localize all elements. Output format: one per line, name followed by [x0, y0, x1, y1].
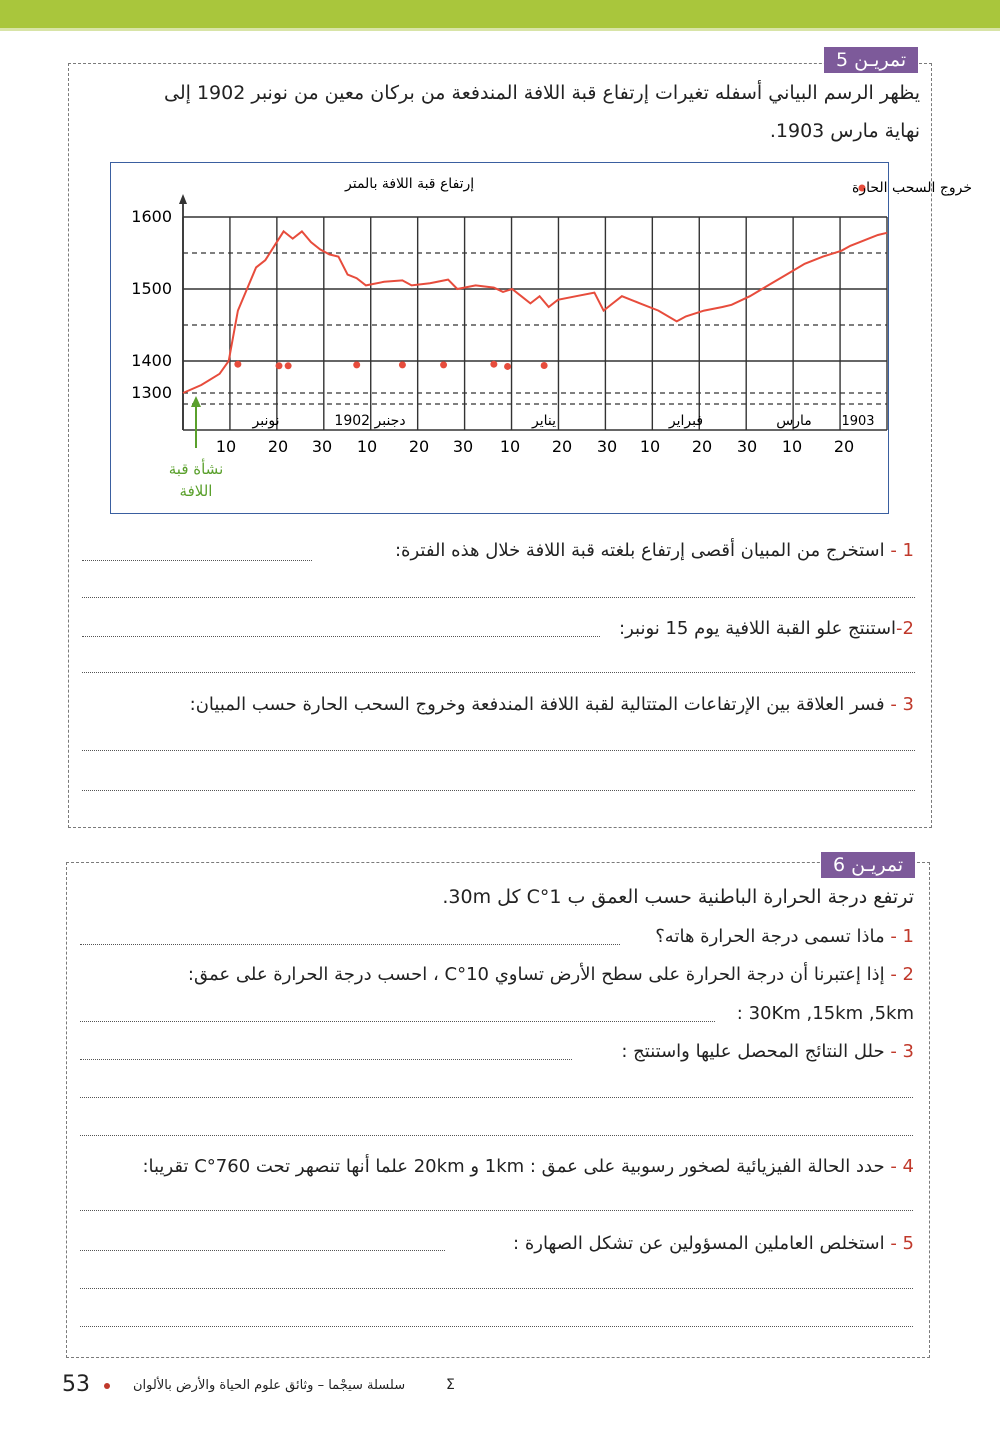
answer-line[interactable] [80, 1288, 913, 1289]
answer-line[interactable] [80, 944, 620, 945]
exercise5-question-3 [190, 694, 914, 715]
hot-cloud-event-dot [504, 363, 511, 370]
exercise6-tag: تمريـن 6 [821, 852, 915, 878]
x-month-label: دجنبر 1902 [334, 413, 406, 429]
footer-dot [104, 1383, 110, 1389]
answer-line[interactable] [80, 1326, 913, 1327]
origin-arrow-icon [191, 396, 201, 407]
exercise6-question-2-text: إذا إعتبرنا أن درجة الحرارة على سطح الأرض تساوي 10°C ، احسب درجة الحرارة على عمق: [187, 964, 891, 985]
exercise6-question-1-text: ماذا تسمى درجة الحرارة هاته؟ [655, 926, 891, 947]
exercise5-question-3-number: 3 - [890, 694, 914, 715]
hot-cloud-event-dot [276, 362, 283, 369]
answer-line[interactable] [80, 1210, 913, 1211]
exercise6-question-4-text: حلل النتائج المحصل عليها واستنتج : [621, 1041, 891, 1062]
exercise6-question-6-text: استخلص العاملين المسؤولين عن تشكل الصهارة : [513, 1233, 891, 1254]
answer-line[interactable] [82, 597, 915, 598]
answer-line[interactable] [80, 1021, 715, 1022]
x-day-tick-label: 10 [215, 437, 237, 456]
x-day-tick-label: 20 [408, 437, 430, 456]
answer-line[interactable] [82, 750, 915, 751]
x-day-tick-label: 30 [736, 437, 758, 456]
x-day-tick-label: 30 [311, 437, 333, 456]
answer-line[interactable] [80, 1250, 445, 1251]
hot-cloud-event-dot [285, 362, 292, 369]
x-day-tick-label: 20 [691, 437, 713, 456]
x-day-tick-label: 10 [499, 437, 521, 456]
exercise5-question-2 [619, 618, 914, 639]
exercise6-question-1 [655, 926, 914, 947]
x-month-label: مارس [776, 413, 812, 429]
x-day-tick-label: 20 [267, 437, 289, 456]
hot-cloud-event-dot [490, 361, 497, 368]
hot-cloud-event-dot [541, 362, 548, 369]
exercise6-question-3-text: 30Km ,15km ,5km : [736, 1003, 914, 1024]
exercise6-question-1-number: 1 - [890, 926, 914, 947]
sigma-icon: Σ [446, 1377, 455, 1393]
exercise6-question-4-number: 3 - [890, 1041, 914, 1062]
y-tick-label: 1500 [131, 279, 172, 298]
x-month-label: يناير [531, 413, 557, 429]
exercise6-intro: ترتفع درجة الحرارة الباطنية حسب العمق ب 1°C كل 30m. [442, 886, 914, 908]
x-month-label: نونبر [252, 413, 280, 429]
hot-cloud-event-dot [353, 361, 360, 368]
y-tick-label: 1400 [131, 351, 172, 370]
hot-cloud-event-dot [399, 361, 406, 368]
y-axis-arrow-icon [179, 194, 187, 204]
exercise6-question-5-text: حدد الحالة الفيزيائية لصخور رسوبية على عمق : 1km و 20km علما أنها تنصهر تحت 760°C تقريبا: [142, 1156, 891, 1177]
exercise5-question-1 [395, 540, 914, 561]
x-month-label: 1903 [841, 414, 875, 429]
answer-line[interactable] [80, 1097, 913, 1098]
answer-line[interactable] [82, 672, 915, 673]
answer-line[interactable] [80, 1135, 913, 1136]
y-tick-label: 1300 [131, 383, 172, 402]
answer-line[interactable] [82, 636, 600, 637]
y-tick-label: 1600 [131, 207, 172, 226]
exercise6-question-2-number: 2 - [890, 964, 914, 985]
exercise5-intro-line1: يظهر الرسم البياني أسفله تغيرات إرتفاع قبة اللافة المندفعة من بركان معين من نونبر 1902 إلى [163, 82, 920, 104]
exercise6-question-4 [621, 1041, 914, 1062]
page-number: 53 [62, 1372, 90, 1397]
hot-cloud-event-dot [234, 361, 241, 368]
x-month-label: فبراير [668, 413, 704, 429]
origin-label-2: اللافة [179, 482, 213, 500]
exercise6-question-2 [188, 964, 914, 985]
answer-line[interactable] [82, 790, 915, 791]
exercise5-question-1-number: 1 - [890, 540, 914, 561]
x-day-tick-label: 30 [596, 437, 618, 456]
x-day-tick-label: 20 [833, 437, 855, 456]
footer-series-name: سلسلة سيجْما – وثائق علوم الحياة والأرض بالألوان [133, 1378, 406, 1393]
answer-line[interactable] [80, 1059, 572, 1060]
x-day-tick-label: 10 [781, 437, 803, 456]
exercise5-question-2-number: 2- [896, 618, 914, 639]
exercise6-question-5-number: 4 - [890, 1156, 914, 1177]
exercise5-question-3-text: فسر العلاقة بين الإرتفاعات المتتالية لقبة اللافة المندفعة وخروج السحب الحارة حسب المبيان: [189, 694, 891, 715]
answer-line[interactable] [82, 560, 312, 561]
chart-legend: خروج السحب الحارة [852, 180, 973, 196]
exercise5-intro-line2: نهاية مارس 1903. [769, 120, 920, 142]
exercise5-question-2-text: استنتج علو القبة اللافية يوم 15 نونبر: [619, 618, 897, 639]
exercise6-question-3 [737, 1003, 914, 1024]
x-day-tick-label: 10 [356, 437, 378, 456]
chart-ylabel: إرتفاع قبة اللافة بالمتر [345, 176, 475, 192]
x-day-tick-label: 10 [639, 437, 661, 456]
hot-cloud-event-dot [440, 361, 447, 368]
exercise5-question-1-text: استخرج من المبيان أقصى إرتفاع بلغته قبة اللافة خلال هذه الفترة: [394, 540, 891, 561]
exercise6-question-6-number: 5 - [890, 1233, 914, 1254]
x-day-tick-label: 30 [452, 437, 474, 456]
origin-label-1: نشأة قبة [168, 460, 224, 478]
x-day-tick-label: 20 [551, 437, 573, 456]
exercise6-question-6 [513, 1233, 914, 1254]
exercise6-question-5 [142, 1156, 914, 1177]
lava-dome-chart [0, 0, 1000, 520]
exercise5-tag: تمريـن 5 [824, 47, 918, 73]
